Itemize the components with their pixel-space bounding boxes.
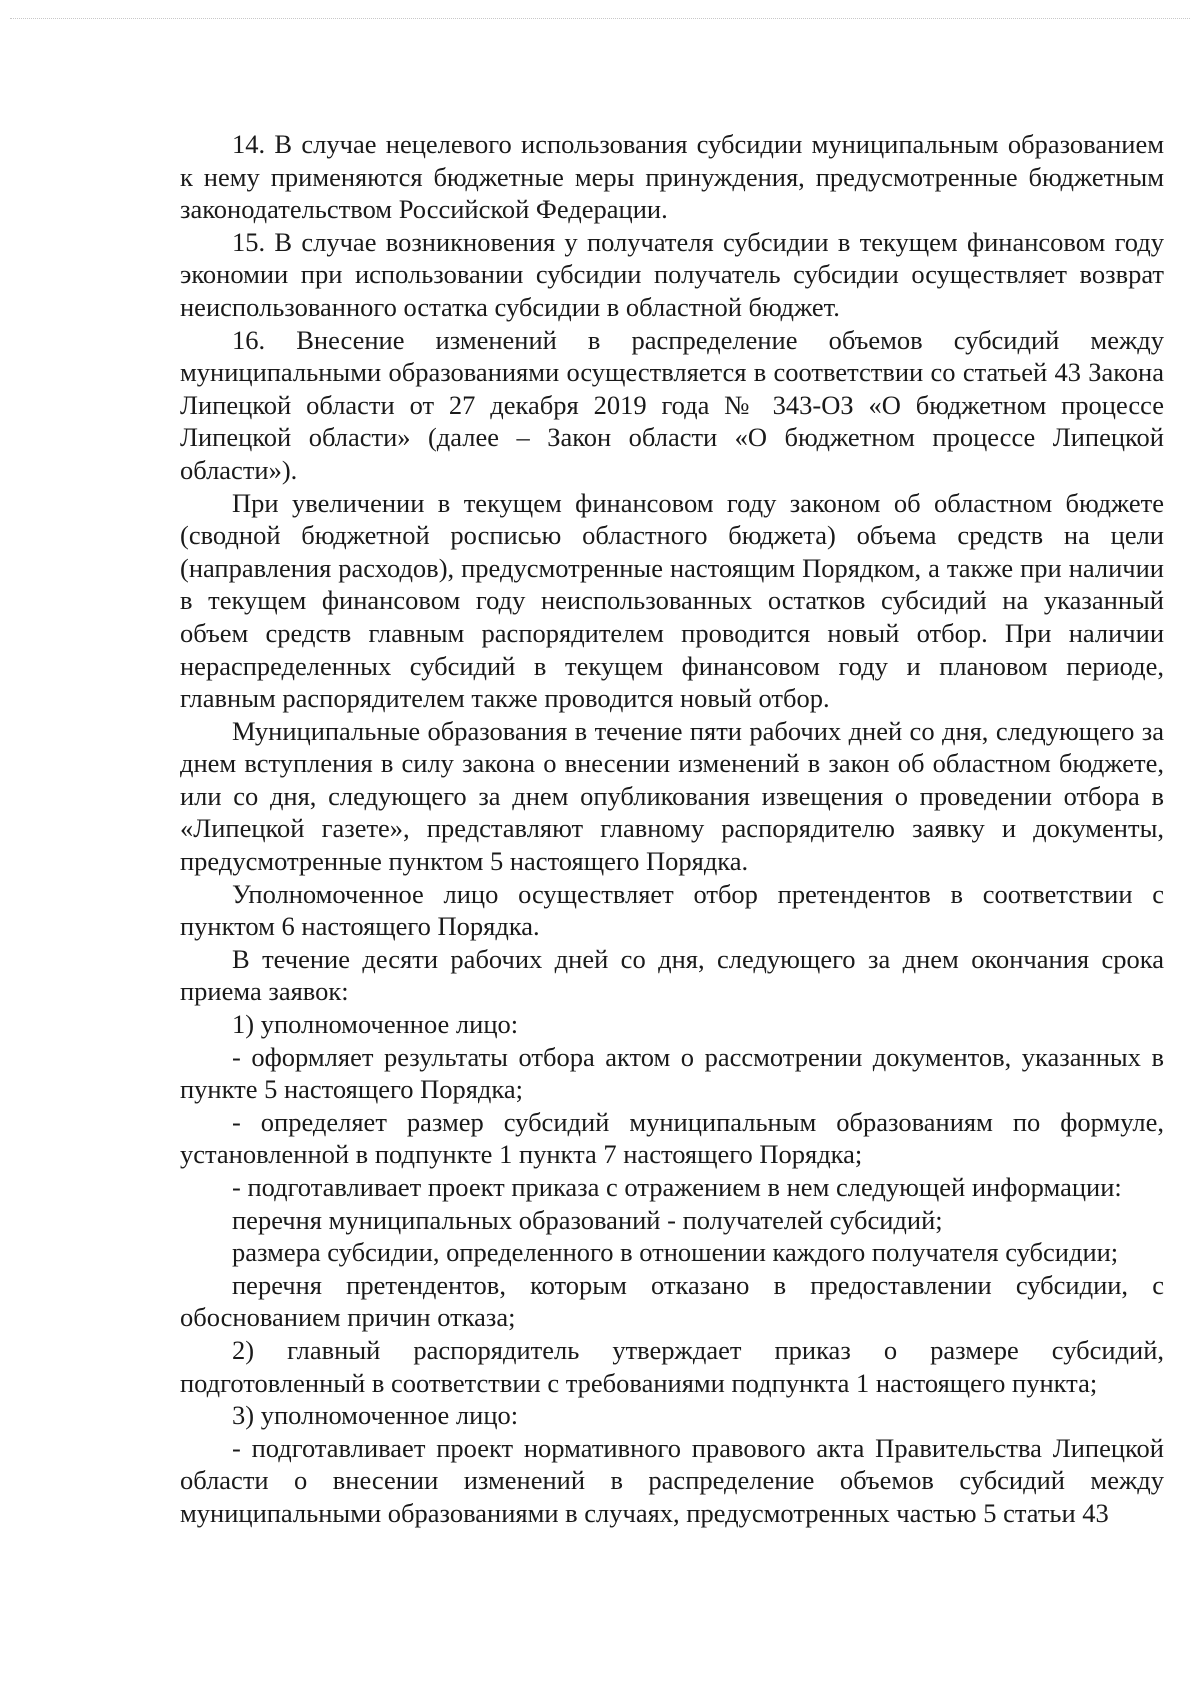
- list-item-1: 1) уполномоченное лицо:: [232, 1009, 519, 1040]
- paragraph-increase: При увеличении в текущем финансовом году законом об областном бюджете (сводной бюджетной росписью областного бюджета) объема средств на цели (направления расходов), предусмотренные настоящим Порядком, а также при наличии в текущем финансовом году неиспользованных остатков субсидий на указанный объем средств главным распорядителем проводится новый отбор. При наличии нераспределенных субсидий в текущем финансовом году и плановом периоде, главным распорядителем также проводится новый отбор.: [180, 487, 1164, 714]
- list-item-1-amount: - определяет размер субсидий муниципальным образованиям по формуле, установленной в подпункте 1 пункта 7 настоящего Порядка;: [180, 1106, 1164, 1170]
- list-item-1-order: - подготавливает проект приказа с отражением в нем следующей информации:: [232, 1172, 1122, 1202]
- scan-top-edge: [10, 18, 1190, 19]
- paragraph-selection: Уполномоченное лицо осуществляет отбор претендентов в соответствии с пунктом 6 настоящего Порядка.: [180, 878, 1164, 942]
- list-item-refusals: перечня претендентов, которым отказано в предоставлении субсидии, с обоснованием причин отказа;: [180, 1269, 1164, 1333]
- list-item-2: 2) главный распорядитель утверждает приказ о размере субсидий, подготовленный в соответствии с требованиями подпункта 1 настоящего пункта;: [180, 1334, 1164, 1398]
- paragraph-15: 15. В случае возникновения у получателя субсидии в текущем финансовом году экономии при использовании субсидии получатель субсидии осуществляет возврат неиспользованного остатка субсидии в областной бюджет.: [180, 226, 1164, 322]
- list-item-3: 3) уполномоченное лицо:: [232, 1400, 519, 1431]
- list-item-1-act: - оформляет результаты отбора актом о рассмотрении документов, указанных в пункте 5 настоящего Порядка;: [180, 1041, 1164, 1105]
- list-item-recipients: перечня муниципальных образований - получателей субсидий;: [232, 1204, 943, 1235]
- document-page: [180, 128, 1164, 1530]
- paragraph-16: 16. Внесение изменений в распределение объемов субсидий между муниципальными образованиями осуществляется в соответствии со статьей 43 Закона Липецкой области от 27 декабря 2019 года № 343-ОЗ «О бюджетном процессе Липецкой области» (далее – Закон области «О бюджетном процессе Липецкой области»).: [180, 324, 1164, 485]
- paragraph-14: 14. В случае нецелевого использования субсидии муниципальным образованием к нему применяются бюджетные меры принуждения, предусмотренные бюджетным законодательством Российской Федерации.: [180, 129, 1164, 225]
- paragraph-municipal-applications: Муниципальные образования в течение пяти рабочих дней со дня, следующего за днем вступления в силу закона о внесении изменений в закон об областном бюджете, или со дня, следующего за днем опубликования извещения о проведении отбора в «Липецкой газете», представляют главному распорядителю заявку и документы, предусмотренные пунктом 5 настоящего Порядка.: [180, 715, 1164, 877]
- list-item-3-act: - подготавливает проект нормативного правового акта Правительства Липецкой области о внесении изменений в распределение объемов субсидий между муниципальными образованиями в случаях, предусмотренных частью 5 статьи 43: [180, 1432, 1164, 1528]
- paragraph-deadline: В течение десяти рабочих дней со дня, следующего за днем окончания срока приема заявок:: [180, 943, 1164, 1007]
- list-item-subsidy-size: размера субсидии, определенного в отношении каждого получателя субсидии;: [232, 1237, 1119, 1268]
